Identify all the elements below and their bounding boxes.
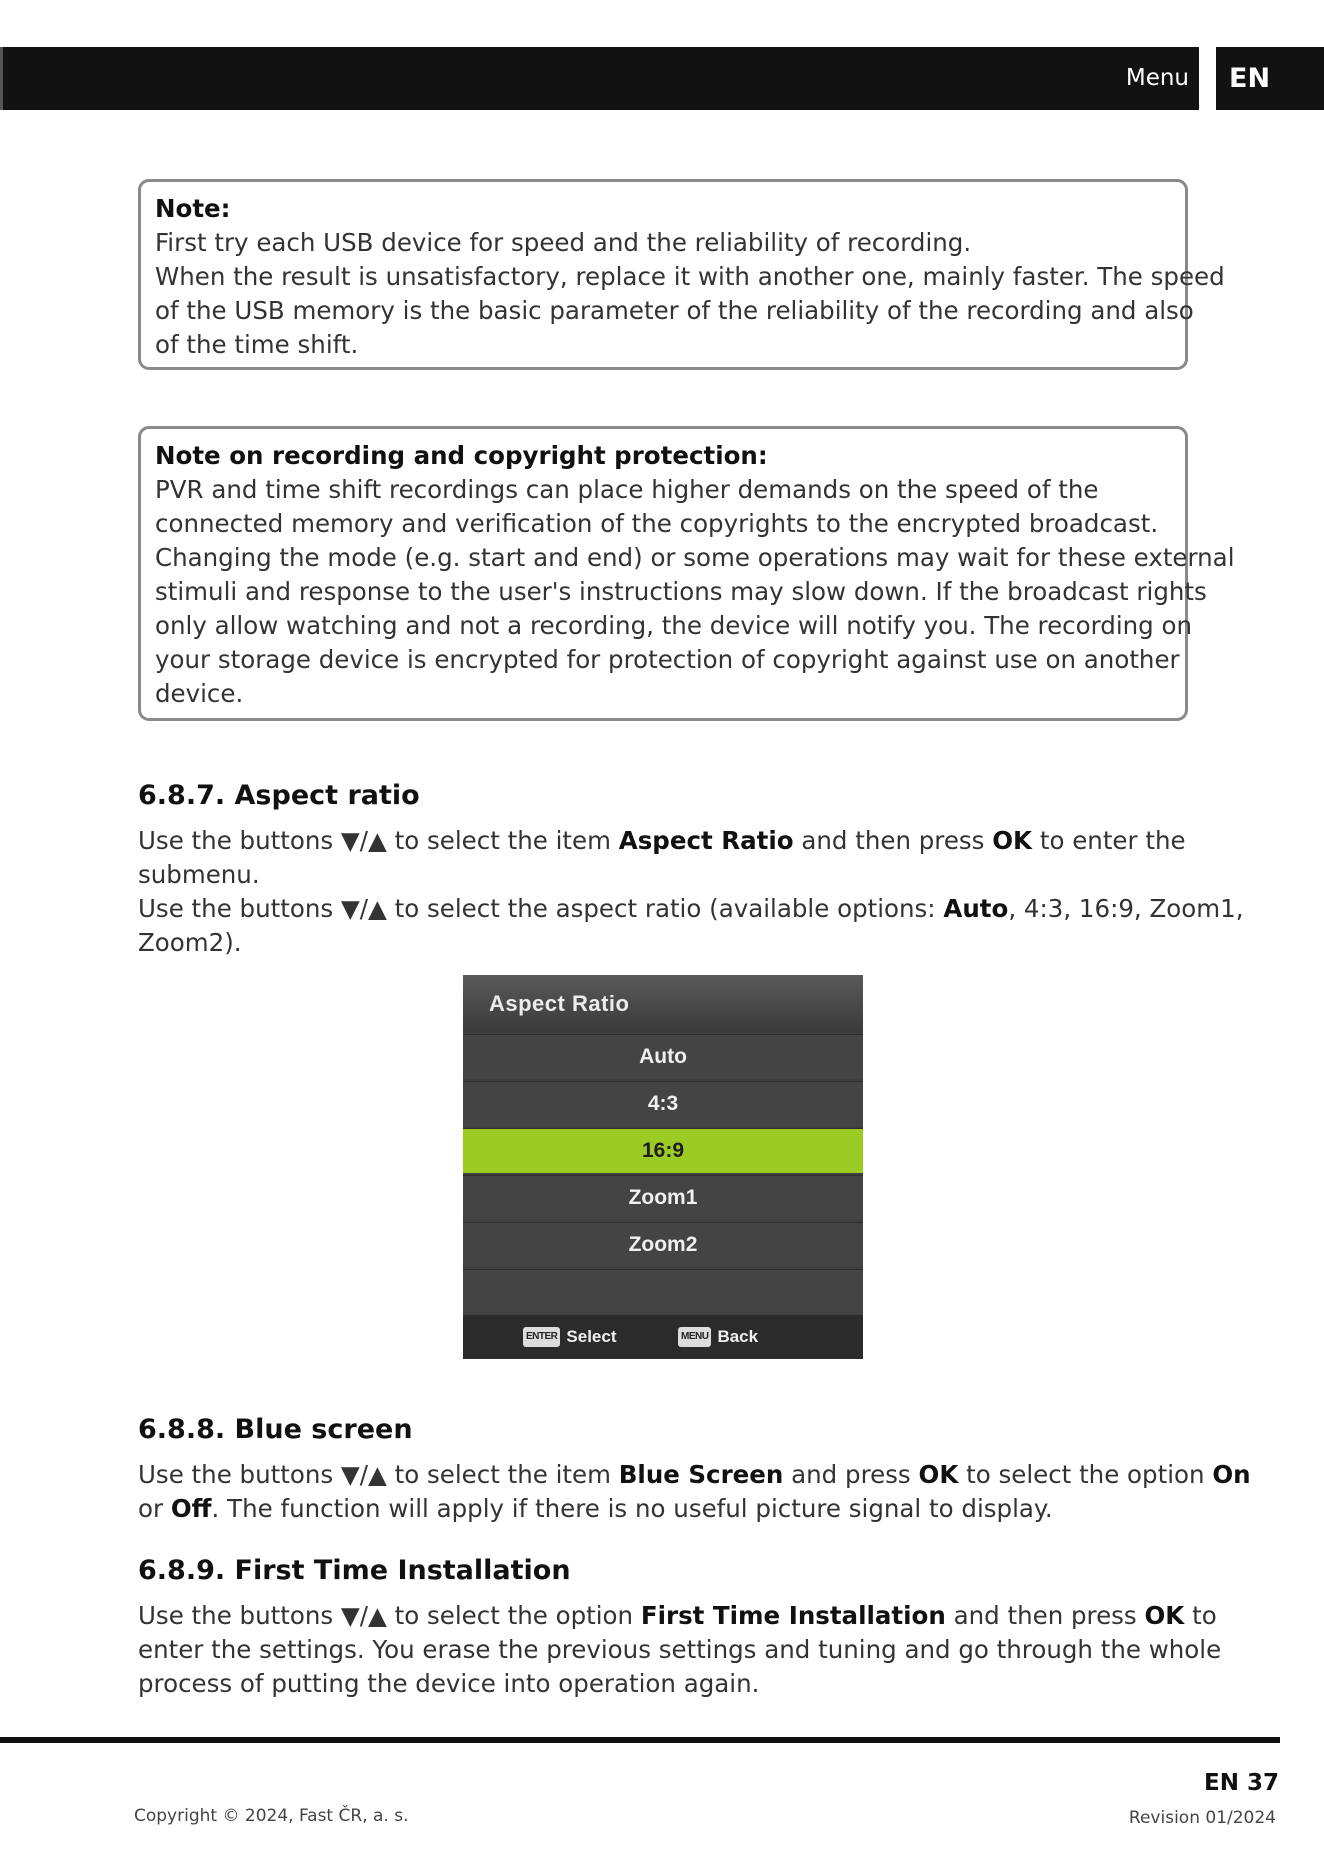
revision-text: Revision 01/2024 bbox=[1128, 1808, 1276, 1828]
note-line: PVR and time shift recordings can place higher demands on the speed of the bbox=[155, 475, 1099, 504]
section-title-blue-screen: 6.8.8. Blue screen bbox=[138, 1414, 413, 1445]
blue-screen-paragraph: Use the buttons ▼/▲ to select the item Blue Screen and press OK to select the option On or Off. The function will apply if there is no useful picture signal to display. bbox=[138, 1460, 1251, 1523]
back-hint bbox=[678, 1326, 758, 1348]
footer-divider bbox=[0, 1737, 1280, 1743]
menu-item-16-9[interactable]: 16:9 bbox=[463, 1128, 863, 1173]
menu-item-zoom1[interactable]: Zoom1 bbox=[463, 1175, 863, 1220]
note-box-copyright bbox=[138, 426, 1235, 721]
language-badge: EN bbox=[1216, 47, 1324, 110]
note-line: device. bbox=[155, 679, 244, 708]
menu-title: Aspect Ratio bbox=[463, 975, 863, 1032]
copyright-text: Copyright © 2024, Fast ČR, a. s. bbox=[134, 1806, 409, 1826]
aspect-ratio-menu-screenshot bbox=[463, 975, 863, 1359]
menu-item-zoom2[interactable]: Zoom2 bbox=[463, 1222, 863, 1267]
section-title-first-time-installation: 6.8.9. First Time Installation bbox=[138, 1555, 571, 1586]
menu-footer bbox=[463, 1315, 863, 1359]
note-line: of the time shift. bbox=[155, 330, 359, 359]
select-hint bbox=[523, 1326, 617, 1348]
note-box-usb bbox=[138, 179, 1225, 370]
menu-item-auto[interactable]: Auto bbox=[463, 1034, 863, 1079]
back-hint-label: Back bbox=[717, 1327, 759, 1346]
note-title: Note: bbox=[155, 194, 231, 223]
select-hint-label: Select bbox=[566, 1327, 617, 1346]
note-line: your storage device is encrypted for protection of copyright against use on another bbox=[155, 645, 1180, 674]
header-bar bbox=[0, 47, 1199, 110]
page-number: EN 37 bbox=[1204, 1770, 1279, 1796]
note-line: Changing the mode (e.g. start and end) or some operations may wait for these external bbox=[155, 543, 1235, 572]
first-time-installation-paragraph: Use the buttons ▼/▲ to select the option First Time Installation and then press OK to enter the settings. You erase the previous settings and tuning and go through the whole process of putting the device into operation again. bbox=[138, 1601, 1222, 1698]
note-line: stimuli and response to the user's instructions may slow down. If the broadcast rights bbox=[155, 577, 1207, 606]
menu-item-4-3[interactable]: 4:3 bbox=[463, 1081, 863, 1126]
note-line: When the result is unsatisfactory, replace it with another one, mainly faster. The speed bbox=[155, 262, 1225, 291]
menu-key-icon: MENU bbox=[678, 1327, 711, 1347]
menu-empty-row bbox=[463, 1269, 863, 1314]
note-line: First try each USB device for speed and the reliability of recording. bbox=[155, 228, 972, 257]
note-line: of the USB memory is the basic parameter of the reliability of the recording and also bbox=[155, 296, 1194, 325]
note-line: only allow watching and not a recording, the device will notify you. The recording on bbox=[155, 611, 1193, 640]
note-title: Note on recording and copyright protection: bbox=[155, 441, 768, 470]
aspect-ratio-paragraph: Use the buttons ▼/▲ to select the item Aspect Ratio and then press OK to enter the submenu. Use the buttons ▼/▲ to select the aspect ratio (available options: Auto, 4:3, 16:9, Zoom1, Zoom2). bbox=[138, 826, 1244, 957]
note-line: connected memory and verification of the copyrights to the encrypted broadcast. bbox=[155, 509, 1159, 538]
enter-key-icon: ENTER bbox=[523, 1327, 560, 1347]
section-title-aspect-ratio: 6.8.7. Aspect ratio bbox=[138, 780, 420, 811]
header-menu-label: Menu bbox=[1125, 65, 1189, 91]
